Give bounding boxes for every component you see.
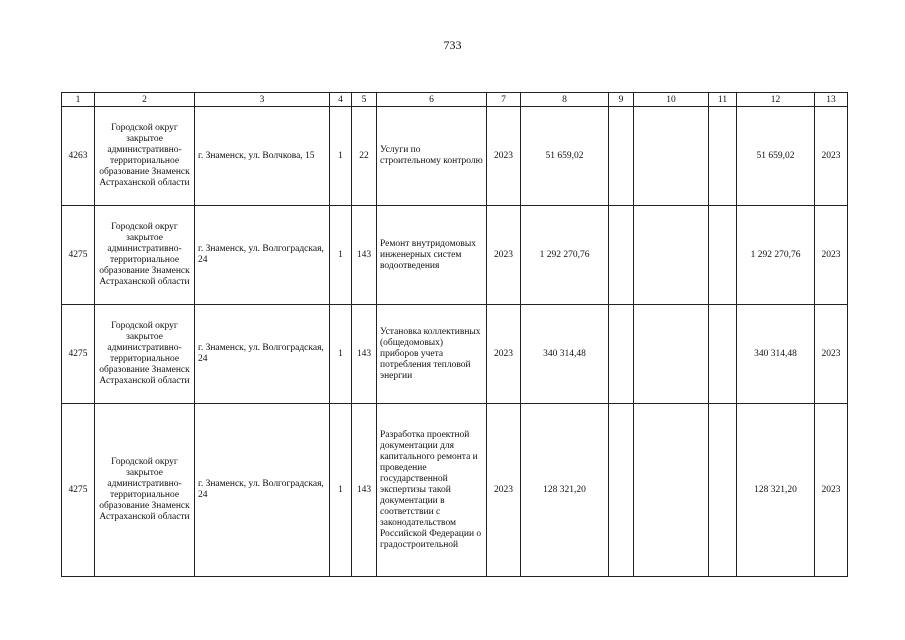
cell-municipality: Городской округ закрытое административно-территориальное образование Знаменск Астраханской области — [95, 305, 195, 404]
cell-cost: 128 321,20 — [521, 404, 609, 577]
cell-work — [377, 404, 487, 577]
cell-work: Ремонт внутридомовых инженерных систем водоотведения — [377, 206, 487, 305]
cell-year: 2023 — [487, 206, 521, 305]
cell-work: Установка коллективных (общедомовых) приборов учета потребления тепловой энергии — [377, 305, 487, 404]
cell-col10 — [634, 206, 709, 305]
cell-cost: 340 314,48 — [521, 305, 609, 404]
col-header-6: 6 — [377, 93, 487, 107]
cell-id: 4275 — [62, 305, 95, 404]
table-row — [62, 404, 848, 577]
cell-municipality: Городской округ закрытое административно-территориальное образование Знаменск Астраханской области — [95, 404, 195, 577]
cell-col5: 143 — [352, 206, 377, 305]
cell-municipality: Городской округ закрытое административно-территориальное образование Знаменск Астраханской области — [95, 206, 195, 305]
col-header-13: 13 — [815, 93, 848, 107]
cell-col5: 143 — [352, 404, 377, 577]
cell-address: г. Знаменск, ул. Волгоградская, 24 — [195, 404, 330, 577]
cell-total: 340 314,48 — [737, 305, 815, 404]
cell-col4: 1 — [330, 206, 352, 305]
cell-total: 128 321,20 — [737, 404, 815, 577]
cell-col9 — [609, 305, 634, 404]
col-header-1: 1 — [62, 93, 95, 107]
cell-total: 1 292 270,76 — [737, 206, 815, 305]
cell-end-year: 2023 — [815, 404, 848, 577]
cell-work-text: Разработка проектной документации для капитального ремонта и проведение государственной экспертизы такой документации в соответствии с законодательством Российской Федерации о градостроительной — [380, 429, 482, 550]
register-table — [61, 92, 848, 577]
col-header-3: 3 — [195, 93, 330, 107]
table-row — [62, 206, 848, 305]
header-row — [62, 93, 848, 107]
cell-col5: 143 — [352, 305, 377, 404]
col-header-4: 4 — [330, 93, 352, 107]
cell-col5: 22 — [352, 107, 377, 206]
cell-end-year: 2023 — [815, 107, 848, 206]
cell-address: г. Знаменск, ул. Волчкова, 15 — [195, 107, 330, 206]
cell-municipality: Городской округ закрытое административно-территориальное образование Знаменск Астраханской области — [95, 107, 195, 206]
cell-id: 4275 — [62, 206, 95, 305]
cell-col11 — [709, 107, 737, 206]
cell-address: г. Знаменск, ул. Волгоградская, 24 — [195, 206, 330, 305]
cell-col11 — [709, 305, 737, 404]
cell-id: 4263 — [62, 107, 95, 206]
cell-address: г. Знаменск, ул. Волгоградская, 24 — [195, 305, 330, 404]
table-row — [62, 305, 848, 404]
cell-col9 — [609, 206, 634, 305]
cell-col4: 1 — [330, 404, 352, 577]
cell-col10 — [634, 107, 709, 206]
cell-end-year: 2023 — [815, 305, 848, 404]
col-header-2: 2 — [95, 93, 195, 107]
cell-col11 — [709, 206, 737, 305]
cell-year: 2023 — [487, 305, 521, 404]
page-number: 733 — [443, 38, 462, 52]
col-header-9: 9 — [609, 93, 634, 107]
cell-col11 — [709, 404, 737, 577]
cell-work: Услуги по строительному контролю — [377, 107, 487, 206]
cell-end-year: 2023 — [815, 206, 848, 305]
table-row — [62, 107, 848, 206]
cell-col4: 1 — [330, 305, 352, 404]
cell-year: 2023 — [487, 107, 521, 206]
cell-total: 51 659,02 — [737, 107, 815, 206]
cell-cost: 1 292 270,76 — [521, 206, 609, 305]
cell-col10 — [634, 305, 709, 404]
cell-id: 4275 — [62, 404, 95, 577]
cell-cost: 51 659,02 — [521, 107, 609, 206]
cell-col9 — [609, 404, 634, 577]
col-header-12: 12 — [737, 93, 815, 107]
col-header-5: 5 — [352, 93, 377, 107]
col-header-11: 11 — [709, 93, 737, 107]
cell-col4: 1 — [330, 107, 352, 206]
cell-year: 2023 — [487, 404, 521, 577]
col-header-7: 7 — [487, 93, 521, 107]
col-header-10: 10 — [634, 93, 709, 107]
cell-col10 — [634, 404, 709, 577]
cell-col9 — [609, 107, 634, 206]
col-header-8: 8 — [521, 93, 609, 107]
